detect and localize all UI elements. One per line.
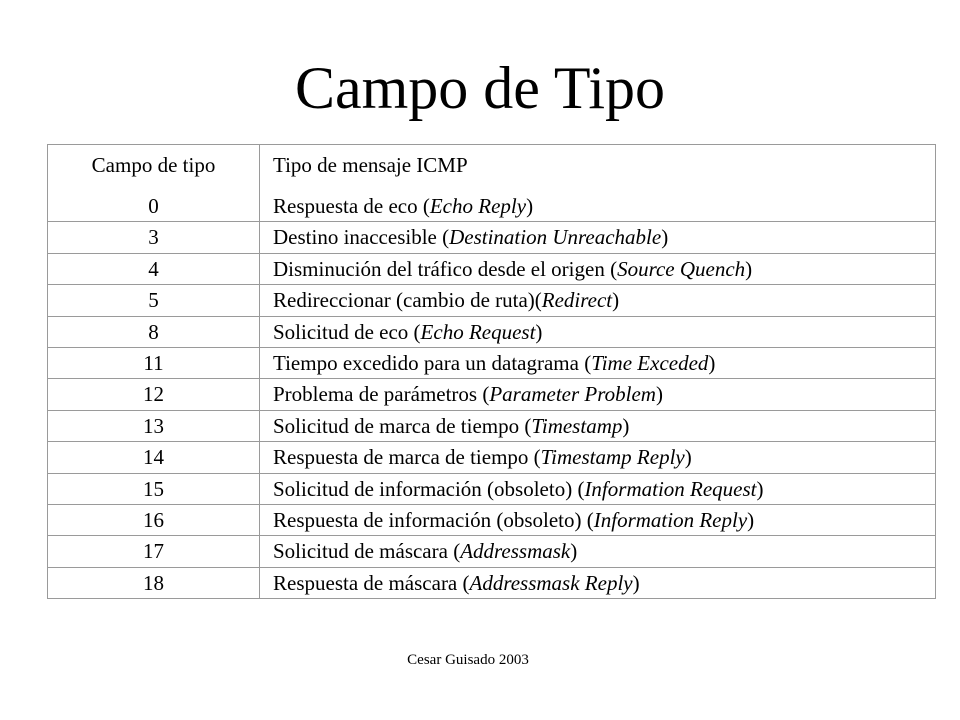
type-code-cell: 14 [143,445,164,470]
message-type-english-name: Redirect [541,288,613,313]
message-type-english-name: Information Request [584,476,757,501]
message-type-close-paren: ) [684,445,692,470]
message-type-text: Solicitud de marca de tiempo ( [273,413,532,438]
table-row [48,504,935,536]
table-header-row [48,144,935,190]
message-type-english-name: Timestamp [531,413,623,438]
message-type-cell [273,382,663,406]
header-code: Campo de tipo [91,153,216,177]
message-type-cell [273,351,715,375]
message-type-close-paren: ) [655,382,663,407]
message-type-close-paren: ) [756,476,764,501]
message-type-close-paren: ) [535,319,543,344]
type-code-cell: 3 [148,225,159,250]
message-type-close-paren: ) [622,413,630,438]
message-type-english-name: Addressmask [460,539,571,564]
message-type-text: Solicitud de eco ( [273,319,421,344]
message-type-english-name: Addressmask Reply [469,570,633,595]
message-type-close-paren: ) [570,539,578,564]
message-type-cell [273,571,640,595]
message-type-english-name: Information Reply [593,508,748,532]
type-code-cell: 5 [148,288,159,313]
type-code-cell: 11 [143,351,164,375]
message-type-text: Tiempo excedido para un datagrama ( [273,351,592,375]
type-code-cell: 17 [143,539,164,564]
table-row [48,316,935,348]
message-type-text: Respuesta de información (obsoleto) ( [273,508,594,532]
message-type-english-name: Source Quench [617,256,746,281]
type-code-cell: 8 [148,319,159,344]
message-type-text: Solicitud de información (obsoleto) ( [273,476,585,501]
message-type-cell [273,225,668,249]
message-type-close-paren: ) [632,570,640,595]
message-type-text: Redireccionar (cambio de ruta)( [273,288,542,313]
slide-footer: Cesar Guisado 2003 [407,652,529,668]
message-type-english-name: Time Exceded [591,351,709,375]
message-type-cell [273,539,577,563]
message-type-text: Solicitud de máscara ( [273,539,461,564]
message-type-close-paren: ) [661,225,669,250]
table-row [48,221,935,253]
table-row [48,567,935,599]
message-type-text: Respuesta de máscara ( [273,570,470,595]
message-type-text: Problema de parámetros ( [273,382,490,407]
type-code-cell: 0 [148,194,159,218]
table-row [48,535,935,567]
table-row [48,191,935,222]
message-type-english-name: Echo Reply [429,194,527,218]
slide-title: Campo de Tipo [294,55,666,121]
type-code-cell: 15 [143,476,164,501]
message-type-english-name: Timestamp Reply [540,445,685,470]
message-type-close-paren: ) [612,288,620,313]
type-code-cell: 18 [143,570,164,595]
message-type-cell [273,445,692,469]
type-code-cell: 12 [143,382,164,407]
table-row [48,347,935,379]
message-type-close-paren: ) [708,351,716,375]
table-row [48,253,935,285]
message-type-text: Respuesta de eco ( [273,194,430,218]
table-row [48,441,935,473]
message-type-cell [273,320,542,344]
type-code-cell: 13 [143,413,164,438]
type-code-cell: 4 [148,256,159,281]
header-description: Tipo de mensaje ICMP [273,153,468,177]
message-type-close-paren: ) [526,194,534,218]
message-type-close-paren: ) [747,508,755,532]
icmp-type-table [47,144,936,599]
table-row [48,410,935,442]
table-row [48,378,935,410]
message-type-close-paren: ) [745,256,753,281]
table-row [48,284,935,316]
message-type-cell [273,194,533,218]
message-type-cell [273,414,629,438]
message-type-text: Destino inaccesible ( [273,225,450,250]
message-type-english-name: Parameter Problem [489,382,656,407]
message-type-english-name: Echo Request [420,319,536,344]
type-code-cell: 16 [143,508,164,532]
message-type-text: Respuesta de marca de tiempo ( [273,445,541,470]
table-row [48,473,935,505]
message-type-cell [273,257,752,281]
message-type-cell [273,477,764,501]
message-type-cell [273,508,754,532]
message-type-text: Disminución del tráfico desde el origen ( [273,256,618,281]
message-type-cell [273,288,619,312]
message-type-english-name: Destination Unreachable [449,225,662,250]
